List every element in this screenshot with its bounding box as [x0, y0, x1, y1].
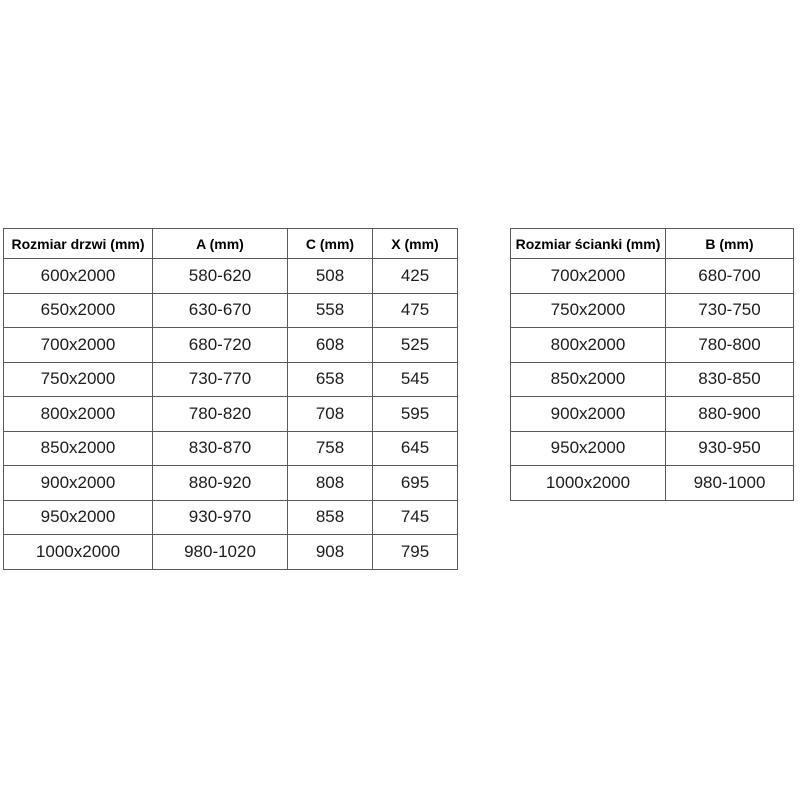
table-cell: 795	[373, 535, 458, 570]
table-cell: 650x2000	[4, 293, 153, 328]
table-cell: 980-1000	[666, 466, 794, 501]
table-cell: 580-620	[153, 259, 288, 294]
table-cell: 830-850	[666, 362, 794, 397]
table-cell: 645	[373, 431, 458, 466]
column-header: A (mm)	[153, 229, 288, 259]
table-row	[511, 362, 794, 397]
table-row	[511, 259, 794, 294]
table-row	[511, 293, 794, 328]
table-cell: 830-870	[153, 431, 288, 466]
table-cell: 930-950	[666, 431, 794, 466]
table-cell: 425	[373, 259, 458, 294]
wall-table-header-row	[511, 229, 794, 259]
table-cell: 700x2000	[511, 259, 666, 294]
table-cell: 745	[373, 500, 458, 535]
door-dimensions-table	[3, 228, 458, 570]
table-cell: 880-920	[153, 466, 288, 501]
table-cell: 708	[288, 397, 373, 432]
table-cell: 680-720	[153, 328, 288, 363]
table-cell: 680-700	[666, 259, 794, 294]
table-cell: 658	[288, 362, 373, 397]
column-header: Rozmiar ścianki (mm)	[511, 229, 666, 259]
table-cell: 1000x2000	[511, 466, 666, 501]
column-header: B (mm)	[666, 229, 794, 259]
table-row	[4, 293, 458, 328]
table-cell: 908	[288, 535, 373, 570]
column-header: Rozmiar drzwi (mm)	[4, 229, 153, 259]
table-cell: 730-750	[666, 293, 794, 328]
table-cell: 558	[288, 293, 373, 328]
table-cell: 600x2000	[4, 259, 153, 294]
column-header: X (mm)	[373, 229, 458, 259]
table-cell: 758	[288, 431, 373, 466]
table-cell: 730-770	[153, 362, 288, 397]
table-row	[4, 431, 458, 466]
table-row	[4, 535, 458, 570]
table-cell: 1000x2000	[4, 535, 153, 570]
table-cell: 850x2000	[4, 431, 153, 466]
table-row	[511, 466, 794, 501]
wall-dimensions-table	[510, 228, 794, 501]
table-cell: 980-1020	[153, 535, 288, 570]
table-cell: 950x2000	[511, 431, 666, 466]
table-cell: 630-670	[153, 293, 288, 328]
table-cell: 858	[288, 500, 373, 535]
table-row	[511, 431, 794, 466]
door-table-header-row	[4, 229, 458, 259]
table-cell: 900x2000	[4, 466, 153, 501]
column-header: C (mm)	[288, 229, 373, 259]
table-cell: 700x2000	[4, 328, 153, 363]
table-cell: 800x2000	[4, 397, 153, 432]
table-cell: 780-820	[153, 397, 288, 432]
table-row	[511, 397, 794, 432]
table-row	[4, 500, 458, 535]
table-row	[4, 397, 458, 432]
table-cell: 545	[373, 362, 458, 397]
table-row	[4, 466, 458, 501]
table-row	[4, 362, 458, 397]
table-cell: 880-900	[666, 397, 794, 432]
table-cell: 595	[373, 397, 458, 432]
table-cell: 508	[288, 259, 373, 294]
wall-table-body	[511, 259, 794, 501]
door-table-body	[4, 259, 458, 570]
table-row	[511, 328, 794, 363]
table-cell: 475	[373, 293, 458, 328]
table-cell: 800x2000	[511, 328, 666, 363]
table-cell: 930-970	[153, 500, 288, 535]
table-cell: 900x2000	[511, 397, 666, 432]
table-cell: 850x2000	[511, 362, 666, 397]
table-cell: 608	[288, 328, 373, 363]
table-cell: 808	[288, 466, 373, 501]
table-cell: 750x2000	[4, 362, 153, 397]
table-cell: 950x2000	[4, 500, 153, 535]
table-row	[4, 328, 458, 363]
table-cell: 750x2000	[511, 293, 666, 328]
table-cell: 780-800	[666, 328, 794, 363]
table-cell: 525	[373, 328, 458, 363]
table-cell: 695	[373, 466, 458, 501]
table-row	[4, 259, 458, 294]
